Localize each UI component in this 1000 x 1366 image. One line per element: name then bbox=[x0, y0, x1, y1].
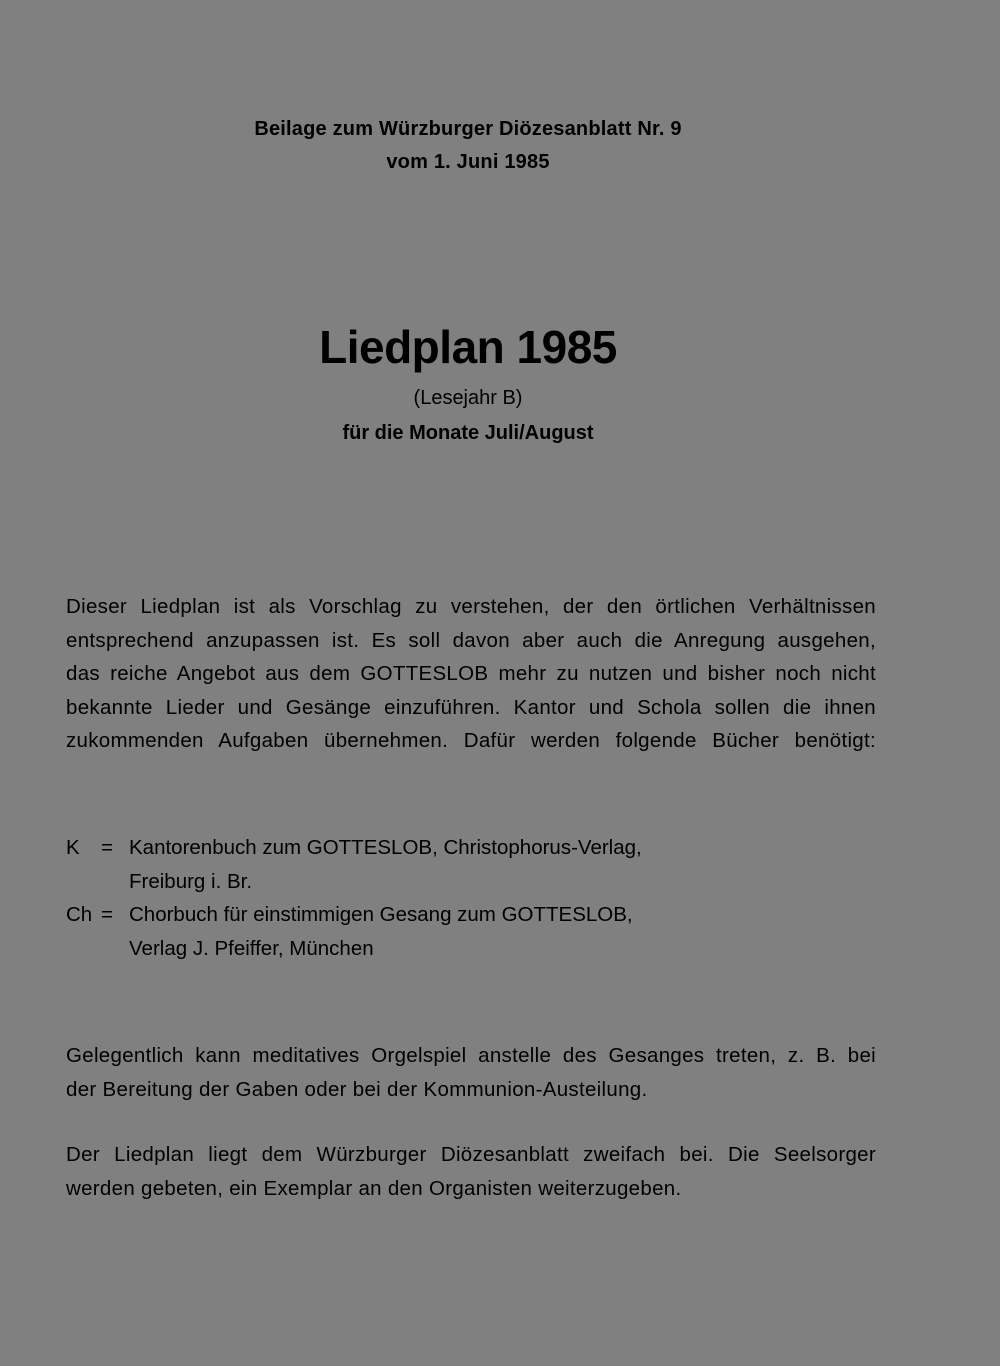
copies-line: Der Liedplan liegt dem Würzburger Diözesanblatt zweifach bei. Die Seelsorger bbox=[66, 1143, 876, 1166]
intro-line: zukommenden Aufgaben übernehmen. Dafür werden folgende Bücher benötigt: bbox=[66, 729, 876, 752]
intro-paragraph bbox=[66, 590, 876, 758]
intro-line: bekannte Lieder und Gesänge einzuführen. Kantor und Schola sollen die ihnen bbox=[66, 695, 876, 719]
book-publisher: Freiburg i. Br. bbox=[129, 869, 253, 893]
book-description: Kantorenbuch zum GOTTESLOB, Christophorus-Verlag, bbox=[129, 836, 642, 859]
intro-line: Dieser Liedplan ist als Vorschlag zu verstehen, der den örtlichen Verhältnissen bbox=[66, 595, 876, 618]
supplement-date: vom 1. Juni 1985 bbox=[386, 151, 550, 173]
document-months: für die Monate Juli/August bbox=[342, 422, 594, 444]
organ-paragraph bbox=[66, 1039, 876, 1106]
organ-line: der Bereitung der Gaben oder bei der Kommunion-Austeilung. bbox=[66, 1077, 648, 1101]
equals-sign: = bbox=[101, 903, 113, 926]
book-entry bbox=[66, 831, 766, 865]
book-description: Chorbuch für einstimmigen Gesang zum GOTTESLOB, bbox=[129, 903, 633, 926]
supplement-heading: Beilage zum Würzburger Diözesanblatt Nr. 9 bbox=[254, 118, 682, 140]
book-entry-continued bbox=[66, 932, 766, 966]
intro-line: das reiche Angebot aus dem GOTTESLOB mehr zu nutzen und bisher noch nicht bbox=[66, 662, 876, 685]
copies-line: werden gebeten, ein Exemplar an den Organisten weiterzugeben. bbox=[66, 1176, 682, 1200]
book-abbreviation: Ch bbox=[66, 903, 93, 926]
copies-paragraph bbox=[66, 1138, 876, 1205]
book-publisher: Verlag J. Pfeiffer, München bbox=[129, 936, 374, 960]
equals-sign: = bbox=[101, 836, 113, 859]
book-entry bbox=[66, 898, 766, 932]
book-abbreviation: K bbox=[66, 836, 80, 859]
book-list bbox=[66, 831, 766, 965]
document-subtitle: (Lesejahr B) bbox=[413, 387, 523, 409]
organ-line: Gelegentlich kann meditatives Orgelspiel anstelle des Gesanges treten, z. B. bei bbox=[66, 1044, 876, 1067]
document-title: Liedplan 1985 bbox=[319, 321, 617, 373]
book-entry-continued bbox=[66, 865, 766, 899]
intro-line: entsprechend anzupassen ist. Es soll davon aber auch die Anregung ausgehen, bbox=[66, 628, 876, 652]
